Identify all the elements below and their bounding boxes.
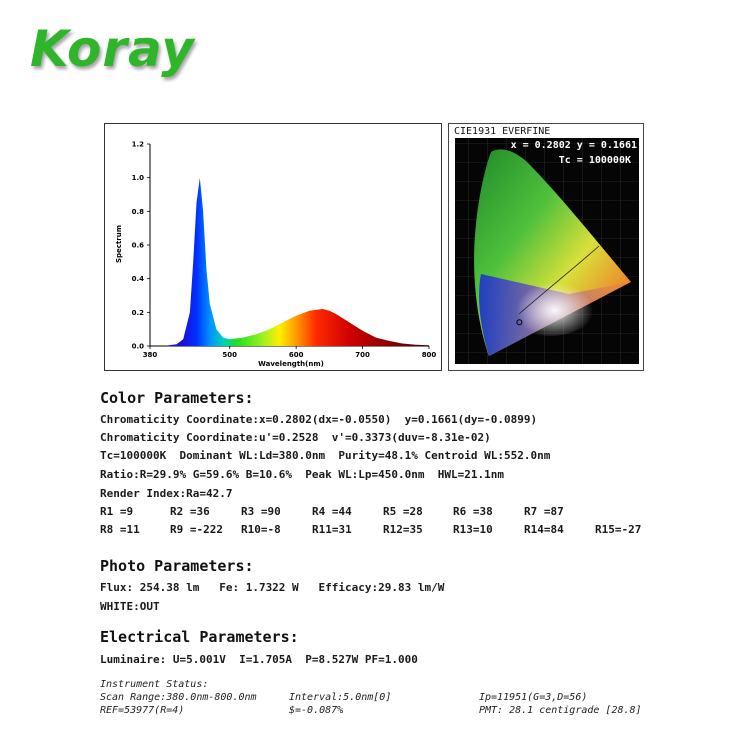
- x-tick-label: 800: [421, 351, 437, 359]
- dollar-text: $=-0.087%: [289, 705, 344, 716]
- spectrum-chart-frame: [104, 123, 442, 371]
- render-index-value: R12=35: [383, 523, 423, 536]
- ip-text: Ip=11951(G=3,D=56): [479, 692, 588, 703]
- x-axis-label: Wavelength(nm): [258, 360, 324, 368]
- render-index-value: R11=31: [312, 523, 352, 536]
- cie-title: CIE1931 EVERFINE: [454, 126, 551, 137]
- interval-text: Interval:5.0nm[0]: [289, 692, 392, 703]
- flux-line: Flux: 254.38 lm Fe: 1.7322 W Efficacy:29.83 lm/W: [100, 581, 445, 594]
- render-index-value: R4 =44: [312, 505, 352, 518]
- y-axis-label: Spectrum: [115, 224, 123, 264]
- render-index-value: R3 =90: [241, 505, 281, 518]
- koray-logo: Koray: [30, 20, 195, 78]
- x-tick-label: 500: [222, 351, 238, 359]
- y-tick-label: 0.2: [131, 308, 144, 317]
- render-index-value: R14=84: [524, 523, 564, 536]
- cie-xy-readout: x = 0.2802 y = 0.1661: [510, 140, 637, 151]
- electrical-parameters-heading: Electrical Parameters:: [100, 628, 299, 646]
- cie-tc-readout: Tc = 100000K: [558, 155, 631, 166]
- ref-text: REF=53977(R=4): [100, 705, 185, 716]
- render-index-row-2: [100, 523, 660, 539]
- render-index-value: R7 =87: [524, 505, 564, 518]
- spectrum-chart: [105, 124, 441, 370]
- pmt-text: PMT: 28.1 centigrade [28.8]: [479, 705, 642, 716]
- luminaire-line: Luminaire: U=5.001V I=1.705A P=8.527W PF=1.000: [100, 653, 418, 666]
- render-index-value: R1 =9: [100, 505, 134, 518]
- cie-diagram-frame: [448, 123, 644, 371]
- render-index-value: R9 =-222: [170, 523, 223, 536]
- render-index-value: R8 =11: [100, 523, 140, 536]
- x-tick-label: 600: [288, 351, 304, 359]
- y-tick-label: 0.6: [131, 241, 144, 250]
- photo-parameters-heading: Photo Parameters:: [100, 557, 254, 575]
- x-tick-label: 700: [355, 351, 370, 359]
- render-index-line: Render Index:Ra=42.7: [100, 487, 233, 500]
- y-tick-label: 0.0: [131, 342, 144, 351]
- y-tick-label: 0.4: [131, 275, 144, 284]
- render-index-row-1: [100, 505, 660, 521]
- ratio-peak-line: Ratio:R=29.9% G=59.6% B=10.6% Peak WL:Lp=450.0nm HWL=21.1nm: [100, 468, 504, 481]
- render-index-value: R13=10: [453, 523, 493, 536]
- render-index-value: R10=-8: [241, 523, 281, 536]
- spectrum-area: [150, 178, 429, 346]
- instrument-status-heading: Instrument Status:: [100, 679, 209, 690]
- render-index-value: R5 =28: [383, 505, 423, 518]
- white-out-line: WHITE:OUT: [100, 600, 160, 613]
- color-parameters-heading: Color Parameters:: [100, 389, 254, 407]
- y-tick-label: 0.8: [131, 207, 144, 216]
- y-tick-label: 1.2: [131, 140, 144, 149]
- chromaticity-xy-line: Chromaticity Coordinate:x=0.2802(dx=-0.0550) y=0.1661(dy=-0.0899): [100, 413, 538, 426]
- y-tick-label: 1.0: [131, 174, 144, 183]
- chromaticity-uv-line: Chromaticity Coordinate:u'=0.2528 v'=0.3373(duv=-8.31e-02): [100, 431, 491, 444]
- tc-dominant-line: Tc=100000K Dominant WL:Ld=380.0nm Purity=48.1% Centroid WL:552.0nm: [100, 449, 551, 462]
- render-index-value: R6 =38: [453, 505, 493, 518]
- x-tick-label: 380: [142, 351, 158, 359]
- scan-range-text: Scan Range:380.0nm-800.0nm: [100, 692, 257, 703]
- render-index-value: R15=-27: [595, 523, 642, 536]
- render-index-value: R2 =36: [170, 505, 210, 518]
